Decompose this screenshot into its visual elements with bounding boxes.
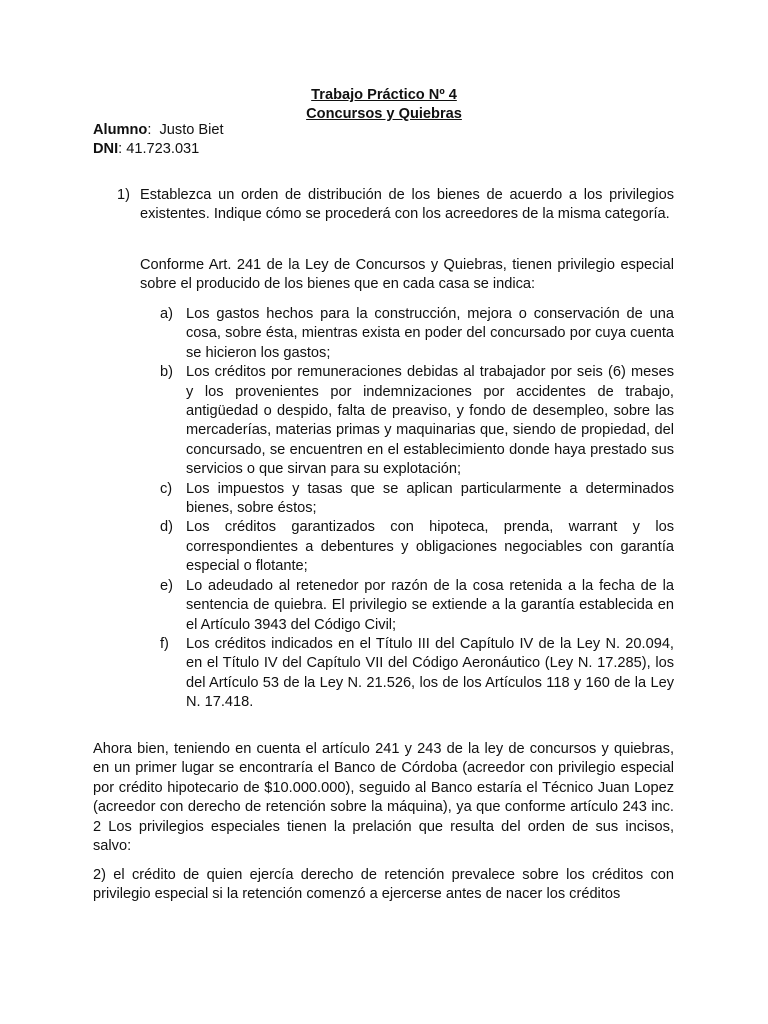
- question-number: 1): [117, 187, 130, 203]
- list-item-letter: f): [160, 635, 169, 652]
- list-item-text: Los impuestos y tasas que se aplican particularmente a determinados bienes, sobre éstos;: [186, 480, 674, 517]
- intro-paragraph: Conforme Art. 241 de la Ley de Concursos y Quiebras, tienen privilegio especial sobre el producido de los bienes que en cada casa se indica:: [140, 257, 674, 293]
- student-info: [93, 121, 224, 159]
- list-item: [160, 480, 674, 519]
- list-item: [160, 363, 674, 479]
- list-item: [160, 518, 674, 576]
- analysis-paragraph: Ahora bien, teniendo en cuenta el artículo 241 y 243 de la ley de concursos y quiebras, en un primer lugar se encontraría el Banco de Córdoba (acreedor con privilegio especial por crédito hipotecario de $10.000.000), seguido al Banco estaría el Técnico Juan Lopez (acreedor con derecho de retención sobre la máquina), ya que conforme artículo 243 inc. 2 Los privilegios especiales tienen la prelación que resulta del orden de sus incisos, salvo:: [93, 741, 674, 855]
- list-item-letter: a): [160, 306, 173, 322]
- student-dni-value: 41.723.031: [126, 141, 200, 157]
- list-item-text: Los créditos por remuneraciones debidas al trabajador por seis (6) meses y los provenientes por indemnizaciones por accidentes de trabajo, antigüedad o despido, falta de preaviso, y fondo de desempleo, sobre las mercaderías, materias primas y maquinarias que, siendo de propiedad, del concursado, se encuentren en el establecimiento donde haya prestado sus servicios o que sirvan para su explotación;: [186, 364, 674, 478]
- document-subtitle: Concursos y Quiebras: [306, 106, 462, 122]
- list-item: [160, 577, 674, 635]
- list-item-text: Los gastos hechos para la construcción, mejora o conservación de una cosa, sobre ésta, mientras exista en poder del concursado por cuya cuenta se hicieron los gastos;: [186, 306, 674, 361]
- list-item: [160, 635, 674, 713]
- student-dni-row: DNI: 41.723.031: [93, 141, 200, 157]
- title-block: [0, 86, 768, 124]
- privilege-list: [160, 305, 674, 713]
- student-name-value: Justo Biet: [159, 122, 224, 138]
- list-item-letter: c): [160, 480, 173, 497]
- document-title: Trabajo Práctico Nº 4: [311, 87, 457, 103]
- question-text: Establezca un orden de distribución de los bienes de acuerdo a los privilegios existentes. Indique cómo se procederá con los acreedores de la misma categoría.: [140, 187, 674, 223]
- student-dni-label: DNI: [93, 141, 119, 157]
- list-item-text: Lo adeudado al retenedor por razón de la cosa retenida a la fecha de la sentencia de quiebra. El privilegio se extiende a la garantía establecida en el Artículo 3943 del Código Civil;: [186, 577, 674, 633]
- list-item: [160, 305, 674, 363]
- list-item-letter: d): [160, 519, 173, 536]
- list-item-letter: b): [160, 364, 173, 381]
- list-item-text: Los créditos indicados en el Título III del Capítulo IV de la Ley N. 20.094, en el Título IV del Capítulo VII del Código Aeronáutico (Ley N. 17.285), los del Artículo 53 de la Ley N. 21.526, los de los Artículos 118 y 160 de la Ley N. 17.418.: [186, 635, 674, 711]
- list-item-text: Los créditos garantizados con hipoteca, prenda, warrant y los correspondientes a debentures y obligaciones negociables con garantía especial o flotante;: [186, 519, 674, 575]
- student-name-label: Alumno: [93, 122, 148, 138]
- list-item-letter: e): [160, 577, 173, 594]
- student-name-row: Alumno: Justo Biet: [93, 122, 224, 138]
- exception-paragraph: 2) el crédito de quien ejercía derecho de retención prevalece sobre los créditos con privilegio especial si la retención comenzó a ejercerse antes de nacer los créditos: [93, 867, 674, 903]
